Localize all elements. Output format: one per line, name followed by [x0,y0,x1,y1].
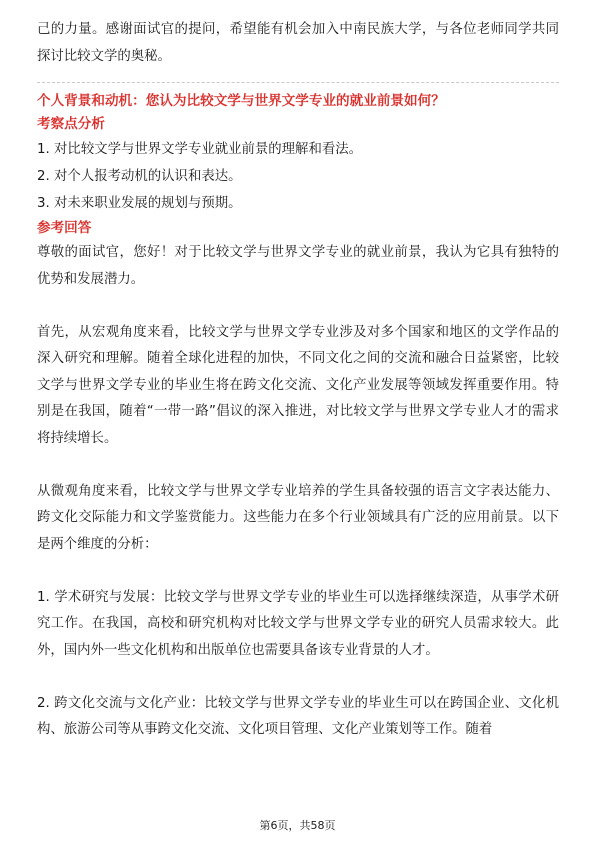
answer-paragraph: 尊敬的面试官，您好！对于比较文学与世界文学专业的就业前景，我认为它具有独特的优势和发展潜力。 [37,245,559,287]
analysis-item: 1. 对比较文学与世界文学专业就业前景的理解和看法。 [37,142,363,157]
answer-paragraph: 1. 学术研究与发展：比较文学与世界文学专业的毕业生可以选择继续深造，从事学术研究工作。在我国，高校和研究机构对比较文学与世界文学专业的研究人员需求较大。此外，国内外一些文化机构和出版单位也需要具备该专业背景的人才。 [37,589,559,658]
paragraph-gap [37,664,559,691]
answer-paragraph: 2. 跨文化交流与文化产业：比较文学与世界文学专业的毕业生可以在跨国企业、文化机构、旅游公司等从事跨文化交流、文化项目管理、文化产业策划等工作。随着 [37,695,559,737]
analysis-heading: 考察点分析 [37,116,105,132]
page-number-footer: 第6页，共58页 [259,819,336,832]
answer-paragraph: 从微观角度来看，比较文学与世界文学专业培养的学生具备较强的语言文字表达能力、跨文化交际能力和文学鉴赏能力。这些能力在多个行业领域具有广泛的应用前景。以下是两个维度的分析： [37,483,559,552]
section-divider [37,82,559,83]
answer-paragraph: 首先，从宏观角度来看，比较文学与世界文学专业涉及对多个国家和地区的文学作品的深入研究和理解。随着全球化进程的加快，不同文化之间的交流和融合日益紧密，比较文学与世界文学专业的毕业生将在跨文化交流、文化产业发展等领域发挥重要作用。特别是在我国，随着“一带一路”倡议的深入推进，对比较文学与世界文学专业人才的需求将持续增长。 [37,324,559,446]
analysis-item: 3. 对未来职业发展的规划与预期。 [37,196,242,211]
paragraph-gap [37,558,559,585]
paragraph-gap [37,452,559,479]
answer-heading: 参考回答 [37,220,92,236]
intro-paragraph-tail: 己的力量。感谢面试官的提问，希望能有机会加入中南民族大学，与各位老师同学共同探讨比较文学的奥秘。 [37,22,559,64]
analysis-item: 2. 对个人报考动机的认识和表达。 [37,169,242,184]
paragraph-gap [37,293,559,320]
question-heading: 个人背景和动机：您认为比较文学与世界文学专业的就业前景如何？ [37,93,445,109]
page-content [37,17,559,744]
